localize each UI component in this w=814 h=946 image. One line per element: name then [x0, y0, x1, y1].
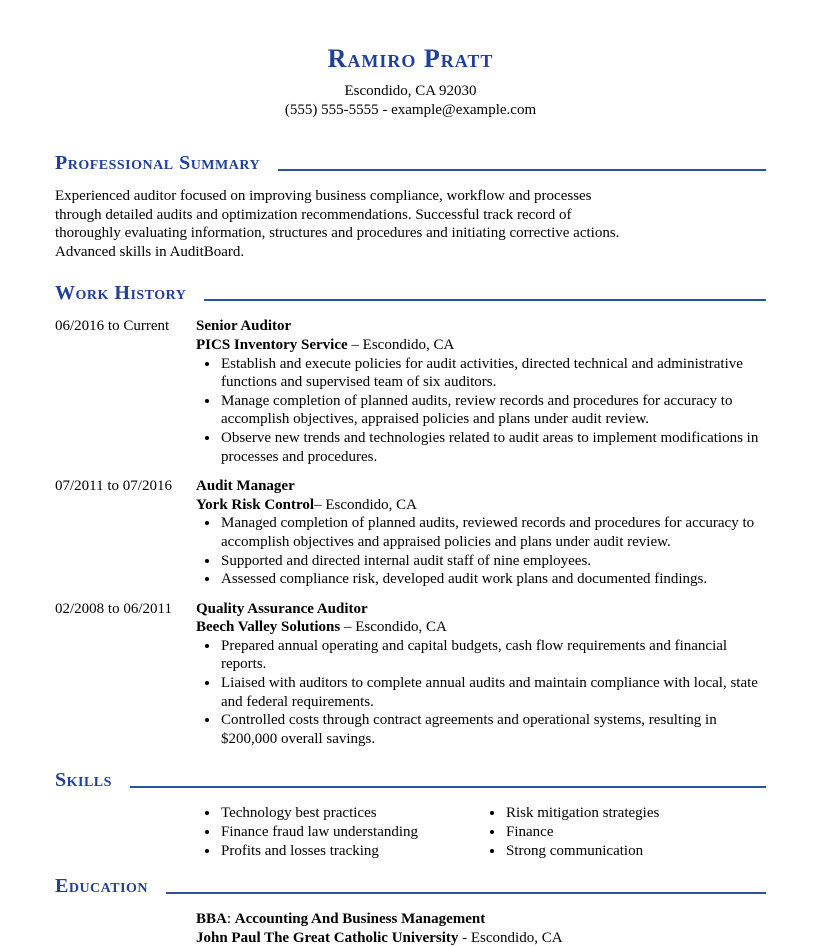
- job-company-line: [196, 496, 766, 515]
- skills-title: Skills: [55, 769, 112, 792]
- section-divider-rule: [204, 299, 766, 301]
- job-title: Senior Auditor: [196, 318, 292, 335]
- job-bullet: • Controlled costs through contract agreements and operational systems, resulting in $200,000 overall savings.: [220, 711, 766, 748]
- education-heading: [55, 875, 766, 897]
- education-school-line: [196, 929, 766, 946]
- education-location: Escondido, CA: [470, 929, 563, 946]
- job-entry-senior-auditor: [55, 317, 766, 466]
- job-bullet-list: [196, 637, 766, 749]
- job-bullet: • Liaised with auditors to complete annual audits and maintain compliance with local, state and federal requirements.: [220, 674, 766, 711]
- job-entry-audit-manager: [55, 477, 766, 589]
- job-bullet: • Observe new trends and technologies related to audit areas to implement modifications in processes and procedures.: [220, 429, 766, 466]
- education-degree-line: [196, 910, 766, 929]
- skill-item: • Profits and losses tracking: [220, 842, 481, 861]
- skills-columns: [196, 804, 766, 860]
- job-company: PICS Inventory Service: [196, 336, 348, 353]
- section-divider-rule: [130, 786, 766, 788]
- job-content: [196, 317, 766, 466]
- section-divider-rule: [166, 892, 766, 894]
- address-line: Escondido, CA 92030: [344, 83, 477, 99]
- section-professional-summary: [55, 152, 766, 261]
- skill-item: • Finance fraud law understanding: [220, 823, 481, 842]
- education-title: Education: [55, 875, 149, 898]
- skills-heading: [55, 769, 766, 791]
- job-location: – Escondido, CA: [340, 619, 447, 636]
- candidate-name: Ramiro Pratt: [327, 44, 494, 73]
- job-bullet-list: [196, 355, 766, 467]
- section-work-history: [55, 282, 766, 748]
- education-school: John Paul The Great Catholic University: [196, 929, 459, 946]
- professional-summary-title: Professional Summary: [55, 152, 261, 174]
- section-education: [55, 875, 766, 946]
- job-entry-quality-assurance-auditor: [55, 600, 766, 749]
- job-bullet: • Managed completion of planned audits, reviewed records and procedures for accuracy to accomplish objectives and appraised policies and plans under audit review.: [220, 514, 766, 551]
- skill-item: • Technology best practices: [220, 804, 481, 823]
- job-content: [196, 477, 766, 589]
- job-dates: 07/2011 to 07/2016: [55, 478, 172, 495]
- job-company: Beech Valley Solutions: [196, 619, 341, 636]
- job-company-line: [196, 618, 766, 637]
- job-company: York Risk Control: [196, 496, 315, 513]
- job-title: Audit Manager: [196, 478, 295, 495]
- skills-list-right: [481, 804, 766, 860]
- education-degree: BBA: [196, 911, 227, 928]
- skill-item: • Finance: [505, 823, 766, 842]
- job-title: Quality Assurance Auditor: [196, 600, 368, 617]
- job-location: – Escondido, CA: [314, 496, 417, 513]
- job-company-line: [196, 336, 766, 355]
- job-bullet: • Manage completion of planned audits, review records and procedures for accuracy to accomplish objectives, appraised policies and plans under audit review.: [220, 392, 766, 429]
- work-history-heading: [55, 282, 766, 304]
- job-dates: 02/2008 to 06/2011: [55, 600, 172, 617]
- professional-summary-heading: [55, 152, 766, 174]
- job-bullet: • Supported and directed internal audit staff of nine employees.: [220, 552, 766, 571]
- education-content: [196, 910, 766, 946]
- job-bullet: • Assessed compliance risk, developed audit work plans and documented findings.: [220, 570, 766, 589]
- skill-item: • Strong communication: [505, 842, 766, 861]
- section-divider-rule: [278, 169, 766, 171]
- education-program: Accounting And Business Management: [234, 911, 486, 928]
- resume-header: [55, 46, 766, 120]
- job-dates: 06/2016 to Current: [55, 318, 170, 335]
- job-bullet-list: [196, 514, 766, 588]
- education-degree-separator: :: [226, 911, 235, 928]
- job-content: [196, 600, 766, 749]
- job-location: – Escondido, CA: [347, 336, 455, 353]
- skill-item: • Risk mitigation strategies: [505, 804, 766, 823]
- skills-list-left: [196, 804, 481, 860]
- job-bullet: • Prepared annual operating and capital budgets, cash flow requirements and financial reports.: [220, 637, 766, 674]
- job-bullet: • Establish and execute policies for audit activities, directed technical and administrative functions and supervised team of six auditors.: [220, 355, 766, 392]
- phone-email-line: (555) 555-5555 - example@example.com: [284, 102, 537, 118]
- summary-text: Experienced auditor focused on improving business compliance, workflow and processes through detailed audits and optimization recommendations. Successful track record of thoroughly evaluating information, structures and procedures and initiating corrective actions. Advanced skills in AuditBoard.: [55, 188, 620, 260]
- education-school-separator: -: [458, 929, 471, 946]
- section-skills: [55, 769, 766, 860]
- work-history-title: Work History: [55, 282, 187, 305]
